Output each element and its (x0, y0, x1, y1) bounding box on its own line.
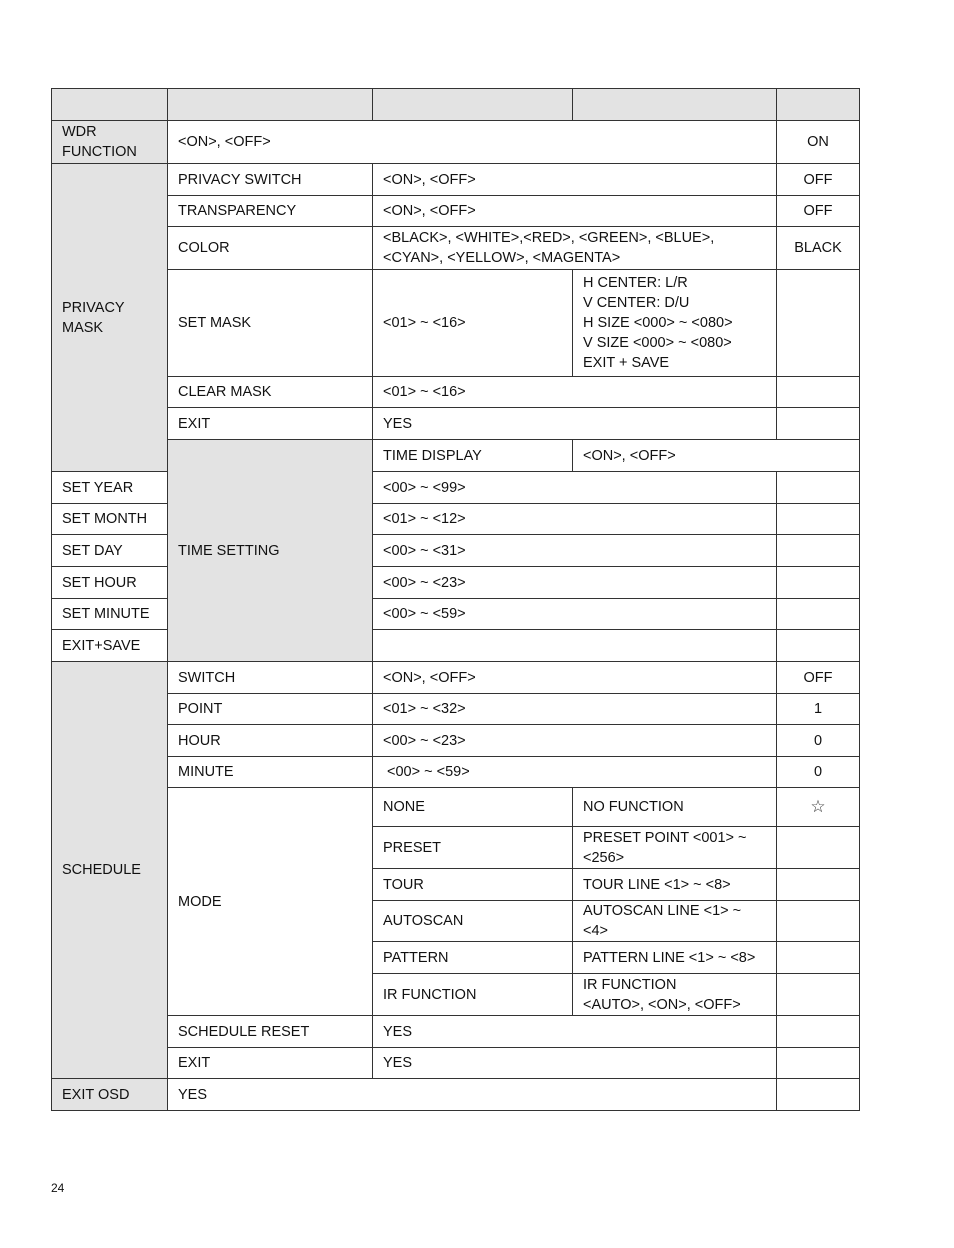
mode-tour-default (777, 869, 860, 901)
set-hour-label: SET HOUR (52, 567, 168, 599)
privacy-exit-label: EXIT (168, 408, 373, 440)
transparency-options: <ON>, <OFF> (373, 196, 777, 227)
schedule-reset-value: YES (373, 1016, 777, 1048)
set-mask-sub-line: H SIZE <000> ~ <080> (583, 315, 733, 331)
schedule-switch-label: SWITCH (168, 662, 373, 694)
set-mask-label: SET MASK (168, 270, 373, 377)
exit-osd-default (777, 1079, 860, 1111)
table-row (52, 662, 860, 694)
set-day-label: SET DAY (52, 535, 168, 567)
set-minute-default (777, 599, 860, 630)
exit-osd-label: EXIT OSD (52, 1079, 168, 1111)
schedule-group-label: SCHEDULE (52, 662, 168, 1079)
mode-none-name: NONE (373, 788, 573, 827)
page-number: 24 (51, 1181, 65, 1195)
set-minute-label: SET MINUTE (52, 599, 168, 630)
privacy-switch-options: <ON>, <OFF> (373, 164, 777, 196)
header-cell (573, 89, 777, 121)
mode-autoscan-default (777, 901, 860, 942)
privacy-switch-default: OFF (777, 164, 860, 196)
table-row (52, 725, 860, 757)
star-outline-icon: ☆ (810, 796, 826, 817)
table-row (52, 757, 860, 788)
table-row (52, 121, 860, 164)
mode-pattern-desc: PATTERN LINE <1> ~ <8> (573, 942, 777, 974)
set-hour-range: <00> ~ <23> (373, 567, 777, 599)
table-header-row (52, 89, 860, 121)
set-mask-sub-line: H CENTER: L/R (583, 275, 688, 291)
time-display-label: TIME DISPLAY (373, 440, 573, 472)
table-row (52, 270, 860, 377)
privacy-switch-label: PRIVACY SWITCH (168, 164, 373, 196)
mode-pattern-default (777, 942, 860, 974)
color-options: <BLACK>, <WHITE>,<RED>, <GREEN>, <BLUE>, <CYAN>, <YELLOW>, <MAGENTA> (373, 227, 777, 270)
mode-preset-desc: PRESET POINT <001> ~ <256> (573, 827, 777, 869)
mode-tour-name: TOUR (373, 869, 573, 901)
mode-preset-default (777, 827, 860, 869)
set-mask-sub-line: EXIT + SAVE (583, 355, 670, 371)
color-default: BLACK (777, 227, 860, 270)
time-exit-save-default (777, 630, 860, 662)
set-mask-sub-options (573, 270, 777, 377)
schedule-point-range: <01> ~ <32> (373, 694, 777, 725)
set-month-label: SET MONTH (52, 504, 168, 535)
transparency-default: OFF (777, 196, 860, 227)
schedule-reset-label: SCHEDULE RESET (168, 1016, 373, 1048)
set-hour-default (777, 567, 860, 599)
table-row (52, 196, 860, 227)
wdr-group-label: WDR FUNCTION (52, 121, 168, 164)
mode-ir-default (777, 974, 860, 1016)
mode-ir-desc-line: <AUTO>, <ON>, <OFF> (583, 996, 741, 1013)
mode-pattern-name: PATTERN (373, 942, 573, 974)
set-year-default (777, 472, 860, 504)
mode-autoscan-desc: AUTOSCAN LINE <1> ~ <4> (573, 901, 777, 942)
set-mask-sub-line: V CENTER: D/U (583, 295, 690, 311)
mode-label: MODE (168, 788, 373, 1016)
set-mask-range: <01> ~ <16> (373, 270, 573, 377)
set-day-range: <00> ~ <31> (373, 535, 777, 567)
header-cell (168, 89, 373, 121)
schedule-switch-options: <ON>, <OFF> (373, 662, 777, 694)
schedule-exit-value: YES (373, 1048, 777, 1079)
mode-none-desc: NO FUNCTION (573, 788, 777, 827)
mode-ir-desc-line: IR FUNCTION (583, 976, 677, 993)
schedule-point-label: POINT (168, 694, 373, 725)
table-row (52, 440, 860, 472)
clear-mask-label: CLEAR MASK (168, 377, 373, 408)
set-minute-range: <00> ~ <59> (373, 599, 777, 630)
header-cell (373, 89, 573, 121)
table-row (52, 788, 860, 827)
mode-ir-name: IR FUNCTION (373, 974, 573, 1016)
mode-ir-desc (573, 974, 777, 1016)
set-month-range: <01> ~ <12> (373, 504, 777, 535)
time-group-label: TIME SETTING (168, 440, 373, 662)
mode-autoscan-name: AUTOSCAN (373, 901, 573, 942)
color-label: COLOR (168, 227, 373, 270)
schedule-exit-label: EXIT (168, 1048, 373, 1079)
schedule-switch-default: OFF (777, 662, 860, 694)
time-exit-save-label: EXIT+SAVE (52, 630, 168, 662)
schedule-point-default: 1 (777, 694, 860, 725)
privacy-exit-default (777, 408, 860, 440)
header-cell (52, 89, 168, 121)
wdr-default: ON (777, 121, 860, 164)
table-row (52, 377, 860, 408)
table-row (52, 1016, 860, 1048)
schedule-minute-range: <00> ~ <59> (373, 757, 777, 788)
schedule-hour-default: 0 (777, 725, 860, 757)
schedule-hour-label: HOUR (168, 725, 373, 757)
time-display-options: <ON>, <OFF> (573, 440, 860, 472)
clear-mask-range: <01> ~ <16> (373, 377, 777, 408)
set-mask-sub-line: V SIZE <000> ~ <080> (583, 335, 732, 351)
table-row (52, 164, 860, 196)
privacy-exit-value: YES (373, 408, 777, 440)
set-year-range: <00> ~ <99> (373, 472, 777, 504)
transparency-label: TRANSPARENCY (168, 196, 373, 227)
mode-tour-desc: TOUR LINE <1> ~ <8> (573, 869, 777, 901)
privacy-group-label: PRIVACY MASK (52, 164, 168, 472)
table-row (52, 227, 860, 270)
set-year-label: SET YEAR (52, 472, 168, 504)
header-cell (777, 89, 860, 121)
osd-menu-table (51, 88, 860, 1111)
schedule-minute-label: MINUTE (168, 757, 373, 788)
wdr-options: <ON>, <OFF> (168, 121, 777, 164)
table-row (52, 1079, 860, 1111)
table-row (52, 694, 860, 725)
set-day-default (777, 535, 860, 567)
table-row (52, 1048, 860, 1079)
mode-none-default (777, 788, 860, 827)
schedule-exit-default (777, 1048, 860, 1079)
schedule-minute-default: 0 (777, 757, 860, 788)
schedule-hour-range: <00> ~ <23> (373, 725, 777, 757)
mode-preset-name: PRESET (373, 827, 573, 869)
clear-mask-default (777, 377, 860, 408)
set-month-default (777, 504, 860, 535)
set-mask-default (777, 270, 860, 377)
exit-osd-value: YES (168, 1079, 777, 1111)
time-exit-save-value (373, 630, 777, 662)
table-row (52, 408, 860, 440)
schedule-reset-default (777, 1016, 860, 1048)
